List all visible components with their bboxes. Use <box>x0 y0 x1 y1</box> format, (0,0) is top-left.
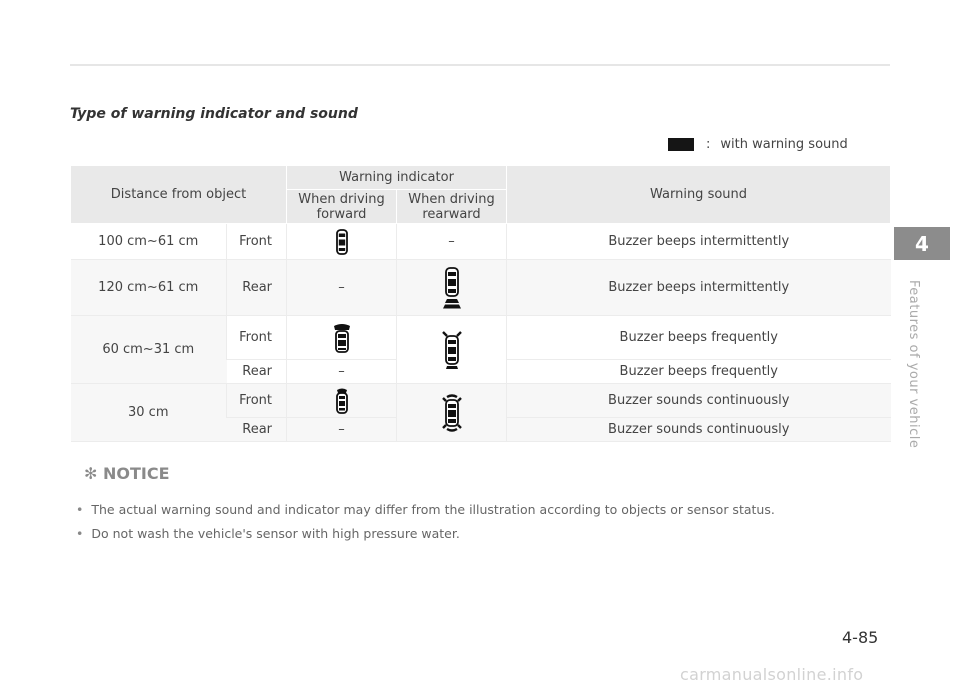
legend-text: with warning sound <box>720 137 848 152</box>
forward-cell <box>287 316 397 360</box>
legend-colon: : <box>706 137 711 152</box>
sound-cell: Buzzer beeps intermittently <box>507 224 891 260</box>
header-rearward: When driving rearward <box>397 190 507 224</box>
rearward-cell <box>397 384 507 442</box>
chapter-title: Features of your vehicle <box>906 280 921 449</box>
sound-cell: Buzzer sounds continuously <box>507 384 891 418</box>
watermark: carmanualsonline.info <box>680 665 864 684</box>
zone-cell: Rear <box>227 260 287 316</box>
forward-cell <box>287 224 397 260</box>
sound-cell: Buzzer beeps frequently <box>507 316 891 360</box>
distance-cell: 30 cm <box>71 384 227 442</box>
car-all-sensors-icon <box>441 394 463 432</box>
forward-cell: – <box>287 360 397 384</box>
rearward-cell <box>397 316 507 384</box>
zone-cell: Front <box>227 384 287 418</box>
rearward-cell: – <box>397 224 507 260</box>
header-warning-indicator: Warning indicator <box>287 166 507 190</box>
warning-table <box>70 165 891 442</box>
distance-cell: 60 cm~31 cm <box>71 316 227 384</box>
car-front-sensors-active-icon <box>332 323 352 353</box>
zone-cell: Rear <box>227 418 287 442</box>
notice-title <box>84 464 170 483</box>
table-row <box>71 224 891 260</box>
zone-cell: Front <box>227 224 287 260</box>
sound-cell: Buzzer beeps frequently <box>507 360 891 384</box>
zone-cell: Rear <box>227 360 287 384</box>
list-item: • The actual warning sound and indicator may differ from the illustration according to objects or sensor status. <box>76 502 775 517</box>
notice-label: NOTICE <box>102 464 170 483</box>
distance-cell: 120 cm~61 cm <box>71 260 227 316</box>
rearward-cell <box>397 260 507 316</box>
chapter-tab: 4 <box>894 227 950 260</box>
table-row <box>71 316 891 360</box>
table-row <box>71 384 891 418</box>
forward-cell: – <box>287 260 397 316</box>
section-title: Type of warning indicator and sound <box>70 106 358 122</box>
table-row <box>71 260 891 316</box>
car-front-sensor-icon <box>335 388 349 414</box>
legend <box>668 137 848 152</box>
top-divider <box>70 64 890 66</box>
header-distance: Distance from object <box>71 166 287 224</box>
car-front-sensor-icon <box>336 229 348 255</box>
notice-symbol-icon: ✻ <box>84 464 98 483</box>
notice-list <box>76 502 775 550</box>
zone-cell: Front <box>227 316 287 360</box>
header-forward: When driving forward <box>287 190 397 224</box>
sound-cell: Buzzer beeps intermittently <box>507 260 891 316</box>
sound-cell: Buzzer sounds continuously <box>507 418 891 442</box>
distance-cell: 100 cm~61 cm <box>71 224 227 260</box>
car-corner-sensors-icon <box>441 330 463 370</box>
forward-cell: – <box>287 418 397 442</box>
forward-cell <box>287 384 397 418</box>
legend-swatch <box>668 138 694 151</box>
list-item: • Do not wash the vehicle's sensor with high pressure water. <box>76 526 775 541</box>
page-number: 4-85 <box>842 628 879 647</box>
header-warning-sound: Warning sound <box>507 166 891 224</box>
car-rear-sensor-icon <box>441 266 463 310</box>
